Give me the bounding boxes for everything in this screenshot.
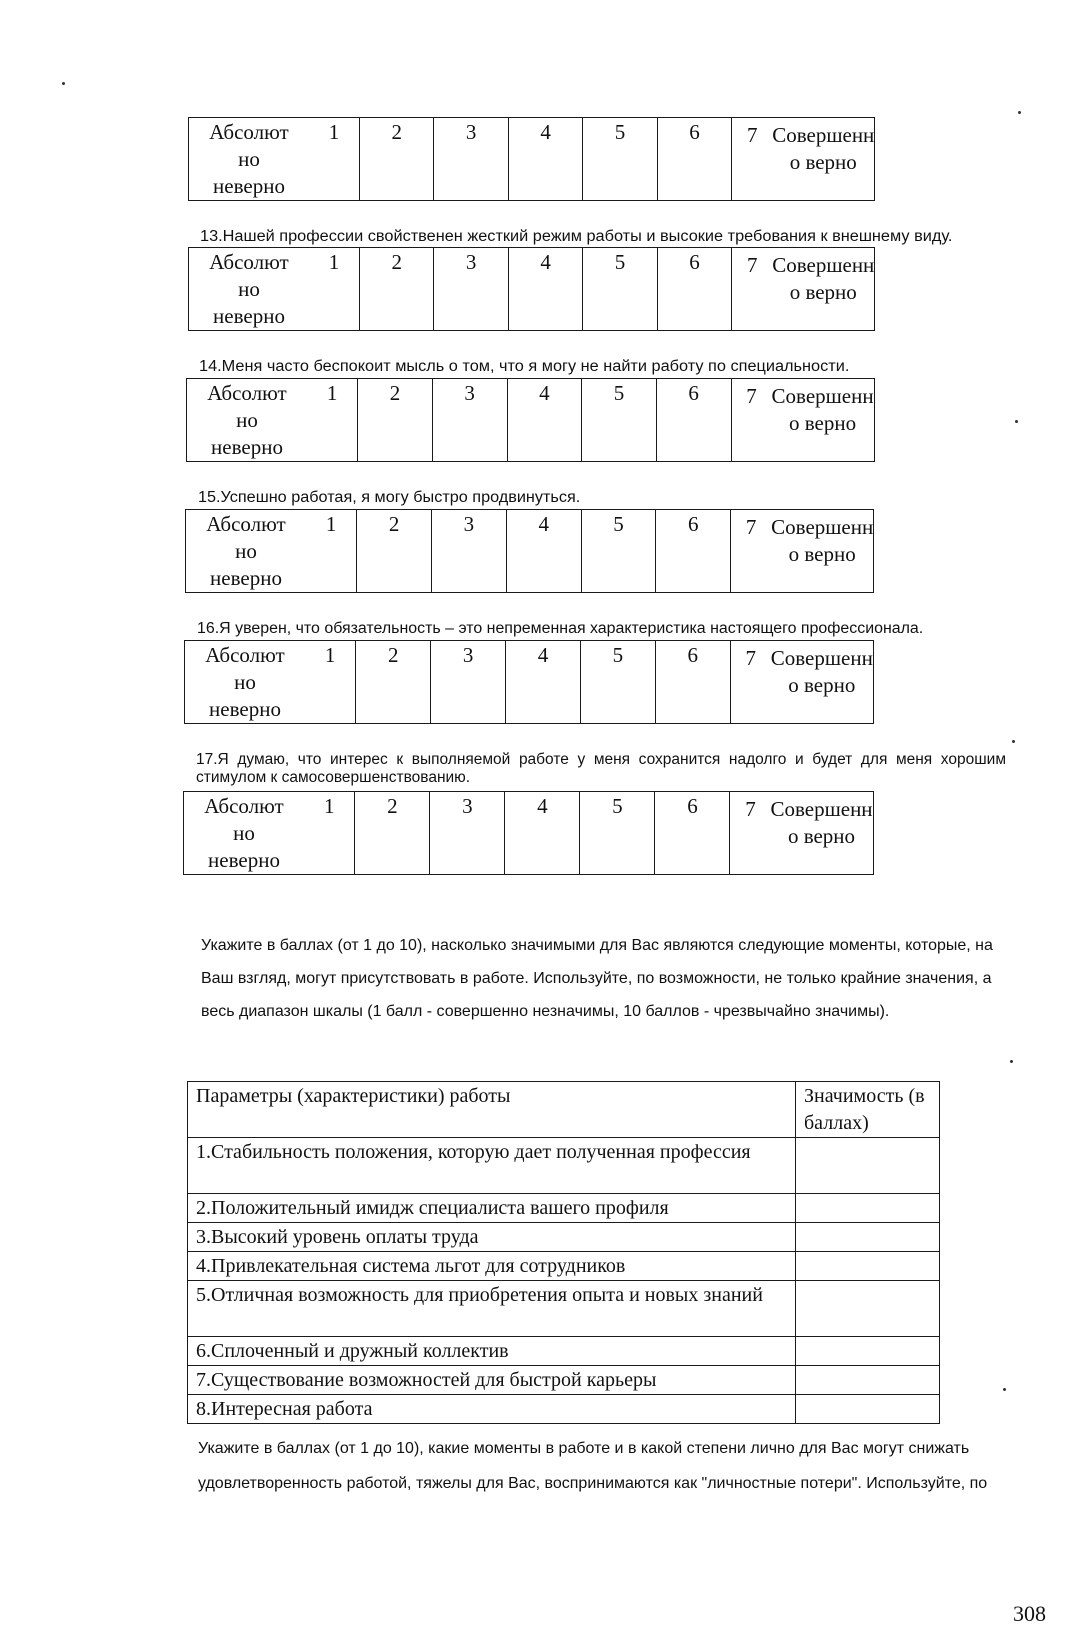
scale-option-6[interactable]: 6 xyxy=(657,118,731,201)
scale-option-1[interactable]: 1 xyxy=(323,794,335,818)
answer-scale xyxy=(188,247,1072,331)
param-label: 4.Привлекательная система льгот для сотрудников xyxy=(188,1252,796,1281)
question-16: 16.Я уверен, что обязательность – это непременная характеристика настоящего профессионала. xyxy=(197,620,924,637)
instruction-losses-line-1: Укажите в баллах (от 1 до 10), какие моменты в работе и в какой степени лично для Вас могут снижать xyxy=(198,1440,970,1457)
scan-speck xyxy=(1015,420,1018,423)
table-row xyxy=(188,1138,940,1194)
scale-label-completely-true: 7 Совершенн о верно xyxy=(731,379,874,462)
table-row xyxy=(188,1194,940,1223)
instruction-losses-line-2: удовлетворенность работой, тяжелы для Вас, воспринимаются как "личностные потери". Используйте, по xyxy=(198,1475,988,1492)
score-cell[interactable] xyxy=(796,1337,940,1366)
scale-option-2[interactable]: 2 xyxy=(358,379,433,462)
scale-option-1[interactable]: 1 xyxy=(328,250,340,274)
scale-option-2[interactable]: 2 xyxy=(355,792,430,875)
scale-option-6[interactable]: 6 xyxy=(656,379,731,462)
param-label: 2.Положительный имидж специалиста вашего профиля xyxy=(188,1194,796,1223)
param-label: 3.Высокий уровень оплаты труда xyxy=(188,1223,796,1252)
table-row xyxy=(188,1337,940,1366)
scale-option-2[interactable]: 2 xyxy=(360,248,434,331)
scale-option-2[interactable]: 2 xyxy=(357,510,432,593)
scale-option-5[interactable]: 5 xyxy=(580,792,655,875)
scale-option-5[interactable]: 5 xyxy=(580,641,655,724)
scale-label-completely-true: 7 Совершенн о верно xyxy=(731,510,874,593)
scale-option-3[interactable]: 3 xyxy=(432,510,507,593)
scale-option-3[interactable]: 3 xyxy=(434,118,508,201)
question-14: 14.Меня часто беспокоит мысль о том, что я могу не найти работу по специальности. xyxy=(199,358,850,375)
instruction-importance-line-3: весь диапазон шкалы (1 балл - совершенно незначимы, 10 баллов - чрезвычайно значимы). xyxy=(201,1003,890,1020)
score-cell[interactable] xyxy=(796,1194,940,1223)
scale-option-3[interactable]: 3 xyxy=(432,379,507,462)
table-row xyxy=(188,1366,940,1395)
question-13: 13.Нашей профессии свойственен жесткий режим работы и высокие требования к внешнему виду. xyxy=(200,228,953,245)
scale-option-4[interactable]: 4 xyxy=(506,510,581,593)
scan-speck xyxy=(1010,1060,1013,1063)
scale-label-absolutely-false: Абсолют но неверно 1 xyxy=(187,379,358,462)
scale-label-completely-true: 7 Совершенн о верно xyxy=(730,792,873,875)
param-label: 5.Отличная возможность для приобретения опыта и новых знаний xyxy=(188,1281,796,1337)
score-cell[interactable] xyxy=(796,1252,940,1281)
page-number: 308 xyxy=(1013,1601,1046,1626)
score-cell[interactable] xyxy=(796,1366,940,1395)
scale-label-absolutely-false: Абсолют но неверно 1 xyxy=(189,118,360,201)
scale-label-absolutely-false: Абсолют но неверно 1 xyxy=(185,641,356,724)
question-17: 17.Я думаю, что интерес к выполняемой работе у меня сохранится надолго и будет для меня хорошим стимулом к самосовершенствованию. xyxy=(196,751,1006,786)
table-row xyxy=(188,1252,940,1281)
scale-option-6[interactable]: 6 xyxy=(655,792,730,875)
question-15: 15.Успешно работая, я могу быстро продвинуться. xyxy=(198,489,581,506)
scale-option-7[interactable]: 7 xyxy=(746,123,758,147)
scale-option-4[interactable]: 4 xyxy=(508,118,582,201)
instruction-importance-line-2: Ваш взгляд, могут присутствовать в работе. Используйте, по возможности, не только крайние значения, а xyxy=(201,970,992,987)
scale-option-6[interactable]: 6 xyxy=(656,510,731,593)
scale-option-4[interactable]: 4 xyxy=(508,248,582,331)
scale-option-5[interactable]: 5 xyxy=(583,118,657,201)
header-parameters: Параметры (характеристики) работы xyxy=(188,1082,796,1138)
param-label: 8.Интересная работа xyxy=(188,1395,796,1424)
scale-label-absolutely-false: Абсолют но неверно 1 xyxy=(189,248,360,331)
scale-option-6[interactable]: 6 xyxy=(655,641,730,724)
scale-option-3[interactable]: 3 xyxy=(431,641,506,724)
scale-option-1[interactable]: 1 xyxy=(324,643,336,667)
score-cell[interactable] xyxy=(796,1395,940,1424)
scale-label-absolutely-false: Абсолют но неверно 1 xyxy=(186,510,357,593)
scale-option-5[interactable]: 5 xyxy=(581,510,656,593)
scan-speck xyxy=(1003,1388,1006,1391)
scale-option-4[interactable]: 4 xyxy=(507,379,582,462)
answer-scale xyxy=(188,117,1072,201)
scan-speck xyxy=(1018,111,1021,114)
scale-option-7[interactable]: 7 xyxy=(746,253,758,277)
scale-option-7[interactable]: 7 xyxy=(745,515,757,539)
scale-option-5[interactable]: 5 xyxy=(583,248,657,331)
table-row xyxy=(188,1395,940,1424)
scale-option-7[interactable]: 7 xyxy=(745,646,756,670)
param-label: 7.Существование возможностей для быстрой карьеры xyxy=(188,1366,796,1395)
score-cell[interactable] xyxy=(796,1281,940,1337)
answer-scale xyxy=(186,378,1072,462)
scale-option-3[interactable]: 3 xyxy=(430,792,505,875)
scale-option-1[interactable]: 1 xyxy=(326,381,338,405)
answer-scale xyxy=(183,791,1072,875)
answer-scale xyxy=(185,509,1072,593)
scale-option-7[interactable]: 7 xyxy=(746,384,757,408)
scale-label-completely-true: 7 Совершенн о верно xyxy=(732,118,875,201)
scale-option-5[interactable]: 5 xyxy=(582,379,657,462)
table-row xyxy=(188,1281,940,1337)
param-label: 6.Сплоченный и дружный коллектив xyxy=(188,1337,796,1366)
scale-label-completely-true: 7 Совершенн о верно xyxy=(732,248,875,331)
param-label: 1.Стабильность положения, которую дает полученная профессия xyxy=(188,1138,796,1194)
instruction-importance-line-1: Укажите в баллах (от 1 до 10), насколько значимыми для Вас являются следующие моменты, которые, на xyxy=(201,937,993,954)
scale-label-absolutely-false: Абсолют но неверно 1 xyxy=(184,792,355,875)
answer-scale xyxy=(184,640,1072,724)
table-row xyxy=(188,1223,940,1252)
scale-option-1[interactable]: 1 xyxy=(328,120,340,144)
job-parameters-table xyxy=(187,1081,940,1424)
scale-label-completely-true: 7 Совершенн о верно xyxy=(730,641,873,724)
scale-option-7[interactable]: 7 xyxy=(745,797,756,821)
scale-option-6[interactable]: 6 xyxy=(657,248,731,331)
header-significance: Значимость (в баллах) xyxy=(796,1082,940,1138)
scale-option-4[interactable]: 4 xyxy=(505,792,580,875)
scale-option-1[interactable]: 1 xyxy=(325,512,337,536)
scale-option-2[interactable]: 2 xyxy=(356,641,431,724)
table-header-row xyxy=(188,1082,940,1138)
scan-speck xyxy=(62,82,65,85)
score-cell[interactable] xyxy=(796,1138,940,1194)
scale-option-2[interactable]: 2 xyxy=(360,118,434,201)
scale-option-3[interactable]: 3 xyxy=(434,248,508,331)
scale-option-4[interactable]: 4 xyxy=(506,641,581,724)
scan-speck xyxy=(1012,740,1015,743)
score-cell[interactable] xyxy=(796,1223,940,1252)
